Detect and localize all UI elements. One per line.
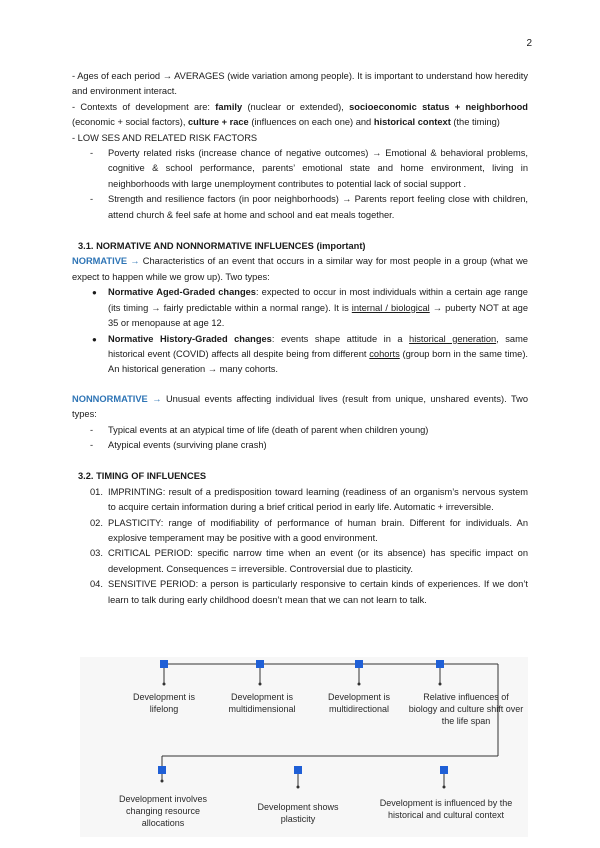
list-item: 03. CRITICAL PERIOD: specific narrow time when an event (or its absence) has specific impact on development. Consequences = irreversible. Controversial due to plasticity.: [90, 548, 528, 574]
node-marker: [294, 766, 302, 774]
normative-paragraph: NORMATIVE → Characteristics of an event that occurs in a similar way for most people in a group (what we expect to happen while we grow up). Two types:: [72, 256, 528, 282]
diagram-label-lifelong: Development is lifelong: [132, 692, 196, 714]
diagram-label-multidirectional: Development is multidirectional: [327, 692, 391, 714]
low-ses-title: - LOW SES AND RELATED RISK FACTORS: [72, 132, 258, 143]
diagram-label-multidimensional: Development is multidimensional: [228, 692, 296, 714]
nonnormative-paragraph: NONNORMATIVE → Unusual events affecting individual lives (result from unique, unshared events). Two types:: [72, 393, 528, 420]
diagram-label-plasticity: Development shows plasticity: [257, 802, 339, 824]
list-item: 01. IMPRINTING: result of a predisposition toward learning (readiness of an organism’s nervous system to acquire certain information during a brief critical period in early life. Automatic + irreversible.: [90, 486, 528, 513]
list-item: ● Normative Aged-Graded changes: expected to occur in most individuals within a certain age range (its timing → fairly predictable within a normal range). It is internal / biological → puberty NOT at age 35 or menopause at age 12.: [92, 287, 528, 329]
diagram-label-resource-allocations: Development involves changing resource allocations: [118, 794, 208, 828]
node-marker: [160, 660, 168, 668]
contexts-paragraph: - Contexts of development are: family (nuclear or extended), socioeconomic status + neighborhood (economic + social factors), culture + race (influences on each one) and historical context (the timing): [72, 101, 528, 128]
node-marker: [355, 660, 363, 668]
list-item: - Typical events at an atypical time of life (death of parent when children young): [90, 424, 429, 435]
list-item: 02. PLASTICITY: range of modifiability of performance of human brain. Different for individuals. An explosive temperament may be positive with a good environment.: [90, 517, 528, 543]
list-item: - Strength and resilience factors (in poor neighborhoods) → Parents report feeling close with children, attend church & feel safe at home and school and eat meals together.: [90, 194, 528, 220]
page-number: 2: [526, 38, 532, 49]
section-heading-3-2: 3.2. TIMING OF INFLUENCES: [78, 471, 207, 482]
diagram-label-historical-context: Development is influenced by the historical and cultural context: [379, 798, 513, 820]
list-item: - Poverty related risks (increase chance of negative outcomes) → Emotional & behavioral problems, cognitive & school performance, parents’ emotional state and home environment, living in neighborhoods with large unemployment contributes to potential lack of social support .: [90, 148, 528, 189]
development-principles-diagram: [80, 657, 528, 837]
risk-factor-list: [72, 146, 528, 223]
list-item: - Atypical events (surviving plane crash): [90, 439, 267, 450]
list-item: ● Normative History-Graded changes: events shape attitude in a historical generation, same historical event (COVID) affects all despite being from different cohorts (group born in the same time). An historical generation → many cohorts.: [92, 333, 528, 375]
node-marker: [436, 660, 444, 668]
page-body: [72, 69, 528, 608]
section-heading-3-1: 3.1. NORMATIVE AND NONNORMATIVE INFLUENCES (important): [78, 241, 366, 252]
node-marker: [158, 766, 166, 774]
diagram-label-relative-influences: Relative influences of biology and culture shift over the life span: [408, 692, 524, 726]
list-item: 04. SENSITIVE PERIOD: a person is particularly responsive to certain kinds of experiences. If we don’t learn to talk during early childhood doesn’t mean that we can not learn to talk.: [90, 579, 528, 605]
normative-types-list: [72, 285, 528, 377]
nonnormative-types-list: [72, 423, 528, 454]
timing-list: [72, 485, 528, 608]
node-marker: [440, 766, 448, 774]
ages-paragraph: - Ages of each period → AVERAGES (wide variation among people). It is important to understand how heredity and environment interact.: [72, 71, 528, 97]
node-marker: [256, 660, 264, 668]
